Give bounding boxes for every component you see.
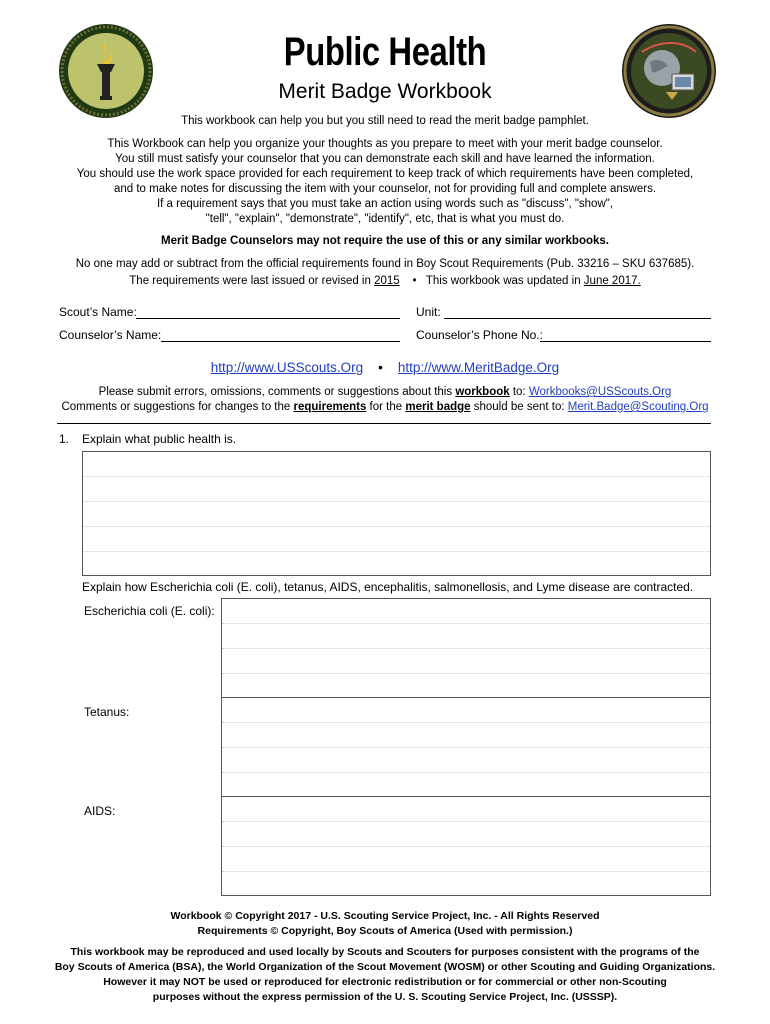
updated-prefix: This workbook was updated in bbox=[425, 275, 581, 287]
submit-to: to: bbox=[512, 386, 526, 398]
revised-prefix: The requirements were last issued or revised in bbox=[129, 275, 371, 287]
usscouts-link[interactable]: http://www.USScouts.Org bbox=[210, 360, 364, 375]
disease-label-aids: AIDS: bbox=[84, 804, 116, 818]
page-title: Public Health bbox=[283, 30, 487, 74]
workbooks-email-link[interactable]: Workbooks@USScouts.Org bbox=[528, 386, 672, 398]
counselor-name-label: Counselor’s Name: bbox=[59, 328, 162, 342]
unit-field[interactable] bbox=[444, 318, 711, 319]
intro-line: This Workbook can help you organize your thoughts as you prepare to meet with your merit badge counselor. bbox=[107, 138, 663, 150]
official-requirements-note: No one may add or subtract from the official requirements found in Boy Scout Requirements (Pub. 33216 – SKU 637685). bbox=[75, 258, 695, 270]
requirement-1-text: Explain what public health is. bbox=[82, 432, 237, 446]
section-divider bbox=[57, 423, 711, 424]
requirement-1-number: 1. bbox=[59, 432, 70, 446]
workbook-word: workbook bbox=[455, 386, 510, 398]
requirement-1b-text: Explain how Escherichia coli (E. coli), tetanus, AIDS, encephalitis, salmonellosis, and Lyme disease are contracted. bbox=[82, 580, 694, 594]
footer-line: Boy Scouts of America (BSA), the World Organization of the Scout Movement (WOSM) or other Scouting and Guiding Organizations. bbox=[54, 961, 716, 973]
pamphlet-note: This workbook can help you but you still need to read the merit badge pamphlet. bbox=[181, 115, 589, 127]
scout-name-label: Scout’s Name: bbox=[59, 305, 137, 319]
sent-to-text: should be sent to: bbox=[473, 401, 565, 413]
counselor-phone-label: Counselor’s Phone No.: bbox=[416, 328, 543, 342]
answer-box-public-health[interactable] bbox=[82, 451, 711, 576]
counselor-phone-field[interactable] bbox=[540, 341, 711, 342]
submit-text: Please submit errors, omissions, comments or suggestions about this bbox=[98, 386, 453, 398]
intro-line: If a requirement says that you must take an action using words such as "discuss", "show", bbox=[156, 198, 614, 210]
answer-box-aids[interactable] bbox=[221, 796, 711, 896]
footer-line: purposes without the express permission of the U. S. Scouting Service Project, Inc. (USSSP). bbox=[152, 991, 618, 1003]
merit-badge-email-link[interactable]: Merit.Badge@Scouting.Org bbox=[567, 401, 709, 413]
revised-year: 2015 bbox=[374, 275, 400, 287]
scout-name-field[interactable] bbox=[136, 318, 400, 319]
counselor-name-field[interactable] bbox=[161, 341, 400, 342]
footer-line: However it may NOT be used or reproduced for electronic redistribution or for commercial or other non-Scouting bbox=[103, 976, 667, 988]
intro-line: You should use the work space provided for each requirement to keep track of which requirements have been completed, bbox=[76, 168, 694, 180]
comments-text: Comments or suggestions for changes to the bbox=[61, 401, 291, 413]
page-subtitle: Merit Badge Workbook bbox=[278, 80, 492, 103]
unit-label: Unit: bbox=[416, 305, 441, 319]
footer-line: Workbook © Copyright 2017 - U.S. Scouting Service Project, Inc. - All Rights Reserved bbox=[170, 910, 600, 922]
intro-paragraph bbox=[0, 137, 770, 227]
disease-label-ecoli: Escherichia coli (E. coli): bbox=[84, 604, 215, 618]
footer-line: This workbook may be reproduced and used locally by Scouts and Scouters for purposes consistent with the programs of the bbox=[70, 946, 700, 958]
for-the-text: for the bbox=[369, 401, 403, 413]
requirements-word: requirements bbox=[293, 401, 367, 413]
submit-line-2 bbox=[0, 400, 770, 415]
revision-line bbox=[0, 274, 770, 289]
submit-line-1 bbox=[0, 385, 770, 400]
answer-box-ecoli[interactable] bbox=[221, 598, 711, 698]
website-links bbox=[0, 360, 770, 375]
links-bullet: • bbox=[378, 360, 383, 375]
counselor-notice: Merit Badge Counselors may not require the use of this or any similar workbooks. bbox=[161, 235, 609, 247]
intro-line: "tell", "explain", "demonstrate", "identify", etc, that is what you must do. bbox=[205, 213, 565, 225]
updated-date: June 2017. bbox=[583, 275, 641, 287]
footer-line: Requirements © Copyright, Boy Scouts of America (Used with permission.) bbox=[197, 925, 573, 937]
meritbadge-link[interactable]: http://www.MeritBadge.Org bbox=[397, 360, 560, 375]
answer-box-tetanus[interactable] bbox=[221, 697, 711, 797]
intro-line: You still must satisfy your counselor that you can demonstrate each skill and have learned the information. bbox=[115, 153, 655, 165]
merit-badge-word: merit badge bbox=[405, 401, 471, 413]
revision-bullet: • bbox=[412, 275, 417, 287]
copyright-footer bbox=[0, 909, 770, 1005]
intro-line: and to make notes for discussing the item with your counselor, not for providing full and complete answers. bbox=[113, 183, 657, 195]
disease-label-tetanus: Tetanus: bbox=[84, 705, 130, 719]
